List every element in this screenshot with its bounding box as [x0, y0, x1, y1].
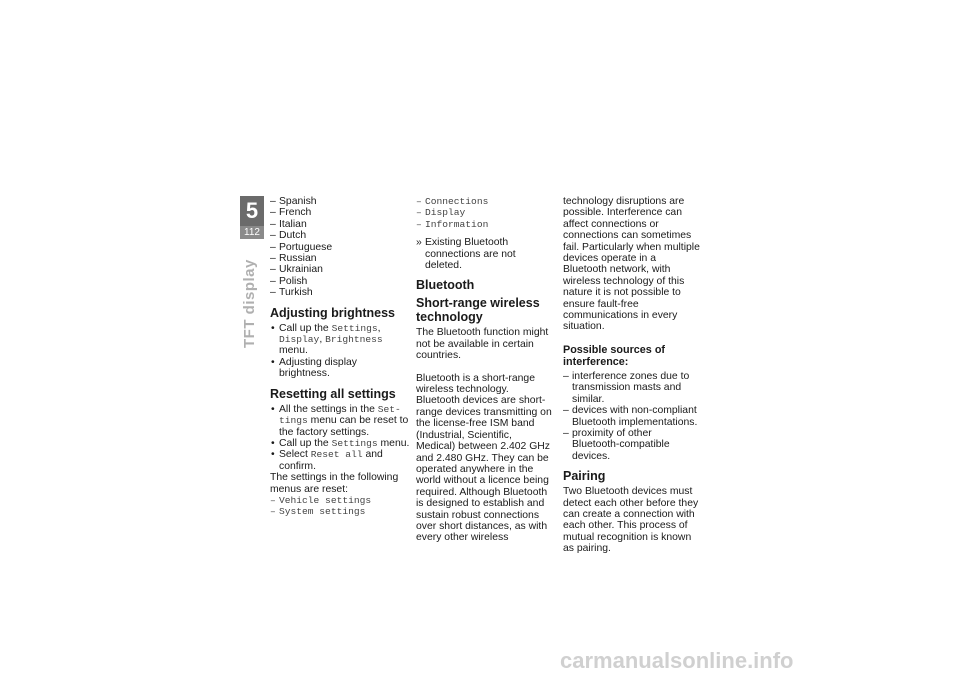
list-item: – Spanish [270, 196, 410, 207]
column-2 [416, 196, 553, 544]
chapter-tab [240, 196, 264, 239]
page-number: 112 [240, 226, 264, 239]
list-item: – proximity of other Bluetooth-compatible devices. [563, 428, 700, 462]
reset-step-2: • Call up the Settings menu. [270, 438, 410, 449]
reset-note: The settings in the following menus are reset: [270, 472, 399, 495]
section-title: TFT display [241, 259, 258, 348]
list-item: – System settings [270, 506, 410, 517]
interference-heading: Possible sources of interference: [563, 343, 666, 368]
brightness-step-1: • Call up the Settings, Display, Brightness menu. [270, 323, 410, 357]
short-range-heading: Short-range wireless technology [416, 296, 540, 325]
list-item: – interference zones due to transmission masts and similar. [563, 371, 700, 405]
bluetooth-heading: Bluetooth [416, 278, 475, 293]
column-3 [563, 196, 700, 555]
watermark: carmanualsonline.info [560, 648, 794, 673]
paragraph: Bluetooth is a short-range wireless technology. Bluetooth devices are short-range devices transmitting on the license-free ISM band (Industrial, Scientific, Medical) between 2.402 GHz and 2.480 GHz. They can be operated anywhere in the world without a licence being required. Although Bluetooth is designed to establish and sustain robust connections over short distances, as with every other wireless [416, 372, 552, 544]
list-item: – Polish [270, 276, 410, 287]
reset-step-3: • Select Reset all and confirm. [270, 449, 410, 472]
list-item: – Turkish [270, 287, 410, 298]
brightness-heading: Adjusting brightness [270, 305, 395, 320]
list-item: – Vehicle settings [270, 495, 410, 506]
brightness-step-2: • Adjusting display brightness. [270, 357, 410, 380]
list-item: – devices with non-compliant Bluetooth implementations. [563, 405, 700, 428]
result-text: » Existing Bluetooth connections are not deleted. [416, 237, 553, 271]
language-list [270, 196, 410, 299]
paragraph: The Bluetooth function might not be available in certain countries. [416, 327, 549, 362]
list-item: – Dutch [270, 230, 410, 241]
list-item: – Display [416, 207, 553, 218]
column-1 [270, 196, 410, 518]
pairing-heading: Pairing [563, 469, 606, 484]
reset-step-1: • All the settings in the Set- tings menu can be reset to the factory settings. [270, 404, 410, 438]
list-item: – Portuguese [270, 242, 410, 253]
paragraph: Two Bluetooth devices must detect each other before they can create a connection with each other. This process of mutual recognition is known as pairing. [563, 486, 699, 555]
list-item: – Russian [270, 253, 410, 264]
list-item: – Italian [270, 219, 410, 230]
reset-heading: Resetting all settings [270, 386, 396, 401]
chapter-number: 5 [240, 196, 264, 226]
list-item: – French [270, 207, 410, 218]
list-item: – Ukrainian [270, 264, 410, 275]
list-item: – Information [416, 219, 553, 230]
list-item: – Connections [416, 196, 553, 207]
paragraph: technology disruptions are possible. Interference can affect connections or connections can sometimes fail. Particularly when multiple devices operate in a Bluetooth network, with wireless technology of this nature it is not possible to ensure fault-free communications in every situation. [563, 196, 700, 333]
